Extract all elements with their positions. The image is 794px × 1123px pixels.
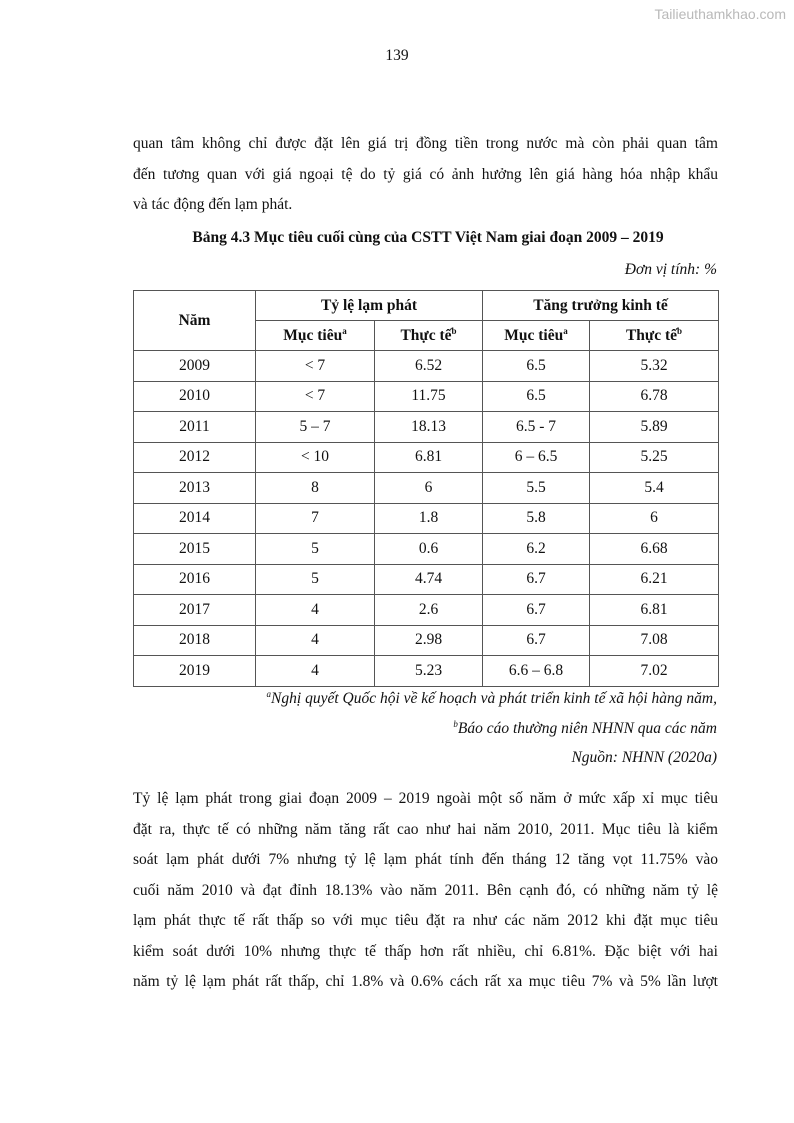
header-inflation: Tỷ lệ lạm phát: [256, 291, 483, 321]
cell-growth-actual: 6.81: [590, 595, 719, 626]
cell-growth-actual: 7.02: [590, 656, 719, 687]
cell-year: 2018: [134, 625, 256, 656]
watermark: Tailieuthamkhao.com: [654, 6, 786, 22]
header-growth-target: [483, 321, 590, 351]
cell-inflation-actual: 5.23: [375, 656, 483, 687]
cell-growth-actual: 5.89: [590, 412, 719, 443]
footnote-a-mark: a: [266, 689, 272, 699]
footnote-b: [453, 719, 717, 738]
source-note: Nguồn: NHNN (2020a): [571, 749, 717, 766]
table-row: [134, 442, 719, 473]
cell-growth-actual: 7.08: [590, 625, 719, 656]
cell-growth-target: 6 – 6.5: [483, 442, 590, 473]
table-caption: Bảng 4.3 Mục tiêu cuối cùng của CSTT Việt Nam giai đoạn 2009 – 2019: [192, 229, 664, 246]
table-row: [134, 564, 719, 595]
cell-growth-target: 5.5: [483, 473, 590, 504]
intro-paragraph: [133, 129, 718, 221]
cell-inflation-target: < 10: [256, 442, 375, 473]
cell-inflation-actual: 11.75: [375, 381, 483, 412]
cell-growth-target: 6.5 - 7: [483, 412, 590, 443]
cell-year: 2015: [134, 534, 256, 565]
cell-growth-target: 6.7: [483, 625, 590, 656]
header-inflation-target: [256, 321, 375, 351]
footnote-b-mark: b: [453, 719, 458, 729]
body-line: lạm phát thực tế rất thấp so với mục tiêu đặt ra như các năm 2012 khi đặt mục tiêu: [133, 912, 718, 929]
cell-inflation-actual: 0.6: [375, 534, 483, 565]
footnote-mark-b: b: [451, 325, 457, 336]
body-line: đặt ra, thực tế có những năm tăng rất cao như hai năm 2010, 2011. Mục tiêu là kiểm: [133, 820, 718, 838]
header-growth-actual: [590, 321, 719, 351]
cell-inflation-actual: 4.74: [375, 564, 483, 595]
body-line: Tỷ lệ lạm phát trong giai đoạn 2009 – 2019 ngoài một số năm ở mức xấp xỉ mục tiêu: [133, 790, 718, 807]
inflation-growth-table: [133, 290, 719, 687]
cell-growth-target: 6.5: [483, 351, 590, 382]
header-target-label: Mục tiêu: [283, 326, 343, 344]
header-year: Năm: [134, 291, 256, 351]
cell-growth-target: 5.8: [483, 503, 590, 534]
table-body: [134, 351, 719, 687]
footnote-mark-b: b: [677, 325, 683, 336]
header-inflation-actual: [375, 321, 483, 351]
table-row: [134, 625, 719, 656]
table-row: [134, 473, 719, 504]
cell-inflation-actual: 6.52: [375, 351, 483, 382]
intro-line: quan tâm không chỉ được đặt lên giá trị đồng tiền trong nước mà còn phải quan tâm: [133, 135, 718, 152]
cell-growth-actual: 5.25: [590, 442, 719, 473]
cell-inflation-target: 5: [256, 564, 375, 595]
header-growth: Tăng trưởng kinh tế: [483, 291, 719, 321]
cell-year: 2013: [134, 473, 256, 504]
cell-year: 2017: [134, 595, 256, 626]
intro-line: đến tương quan với giá ngoại tệ do tỷ giá có ảnh hưởng lên giá hàng hóa nhập khẩu: [133, 165, 718, 183]
table-row: [134, 656, 719, 687]
footnote-a: [267, 689, 717, 708]
cell-inflation-actual: 18.13: [375, 412, 483, 443]
cell-inflation-actual: 6.81: [375, 442, 483, 473]
cell-growth-actual: 6: [590, 503, 719, 534]
intro-line: và tác động đến lạm phát.: [133, 196, 293, 213]
cell-growth-actual: 6.68: [590, 534, 719, 565]
cell-inflation-target: 4: [256, 656, 375, 687]
cell-inflation-target: 8: [256, 473, 375, 504]
cell-year: 2010: [134, 381, 256, 412]
header-actual-label: Thực tế: [400, 326, 452, 344]
header-target-label: Mục tiêu: [504, 326, 564, 344]
cell-inflation-target: 5: [256, 534, 375, 565]
cell-growth-target: 6.2: [483, 534, 590, 565]
body-line: soát lạm phát dưới 7% nhưng tỷ lệ lạm phát tính đến tháng 12 tăng vọt 11.75% vào: [133, 851, 718, 868]
cell-growth-target: 6.6 – 6.8: [483, 656, 590, 687]
body-line: kiểm soát dưới 10% nhưng thực tế thấp hơn rất nhiều, chỉ 6.81%. Đặc biệt với hai: [133, 942, 718, 960]
cell-year: 2014: [134, 503, 256, 534]
cell-year: 2019: [134, 656, 256, 687]
footnote-b-text: Báo cáo thường niên NHNN qua các năm: [457, 720, 717, 738]
cell-inflation-target: 5 – 7: [256, 412, 375, 443]
cell-growth-target: 6.7: [483, 595, 590, 626]
cell-growth-actual: 6.21: [590, 564, 719, 595]
body-line: năm tỷ lệ lạm phát rất thấp, chỉ 1.8% và 0.6% cách rất xa mục tiêu 7% và 5% lần lượt: [133, 973, 718, 990]
cell-inflation-target: < 7: [256, 381, 375, 412]
footnote-mark-a: a: [563, 325, 568, 336]
header-row: [134, 291, 719, 321]
table-row: [134, 595, 719, 626]
footnote-mark-a: a: [342, 325, 347, 336]
cell-growth-actual: 5.32: [590, 351, 719, 382]
table-row: [134, 351, 719, 382]
cell-inflation-target: 4: [256, 595, 375, 626]
cell-growth-target: 6.7: [483, 564, 590, 595]
cell-inflation-actual: 2.6: [375, 595, 483, 626]
cell-inflation-target: < 7: [256, 351, 375, 382]
cell-growth-actual: 5.4: [590, 473, 719, 504]
table-row: [134, 534, 719, 565]
cell-inflation-target: 4: [256, 625, 375, 656]
table-header: [134, 291, 719, 351]
cell-inflation-actual: 1.8: [375, 503, 483, 534]
header-actual-label: Thực tế: [625, 326, 678, 344]
cell-year: 2016: [134, 564, 256, 595]
cell-growth-actual: 6.78: [590, 381, 719, 412]
page-number: 139: [385, 47, 409, 64]
cell-growth-target: 6.5: [483, 381, 590, 412]
cell-year: 2009: [134, 351, 256, 382]
cell-year: 2011: [134, 412, 256, 443]
cell-inflation-target: 7: [256, 503, 375, 534]
footnote-a-text: Nghị quyết Quốc hội về kế hoạch và phát triển kinh tế xã hội hàng năm,: [271, 690, 717, 708]
table-unit: Đơn vị tính: %: [624, 261, 717, 278]
cell-inflation-actual: 2.98: [375, 625, 483, 656]
body-line: cuối năm 2010 và đạt đỉnh 18.13% vào năm 2011. Bên cạnh đó, có những năm tỷ lệ: [133, 881, 718, 899]
table-row: [134, 381, 719, 412]
body-paragraph: [133, 784, 718, 998]
table-row: [134, 503, 719, 534]
cell-year: 2012: [134, 442, 256, 473]
table-row: [134, 412, 719, 443]
cell-inflation-actual: 6: [375, 473, 483, 504]
